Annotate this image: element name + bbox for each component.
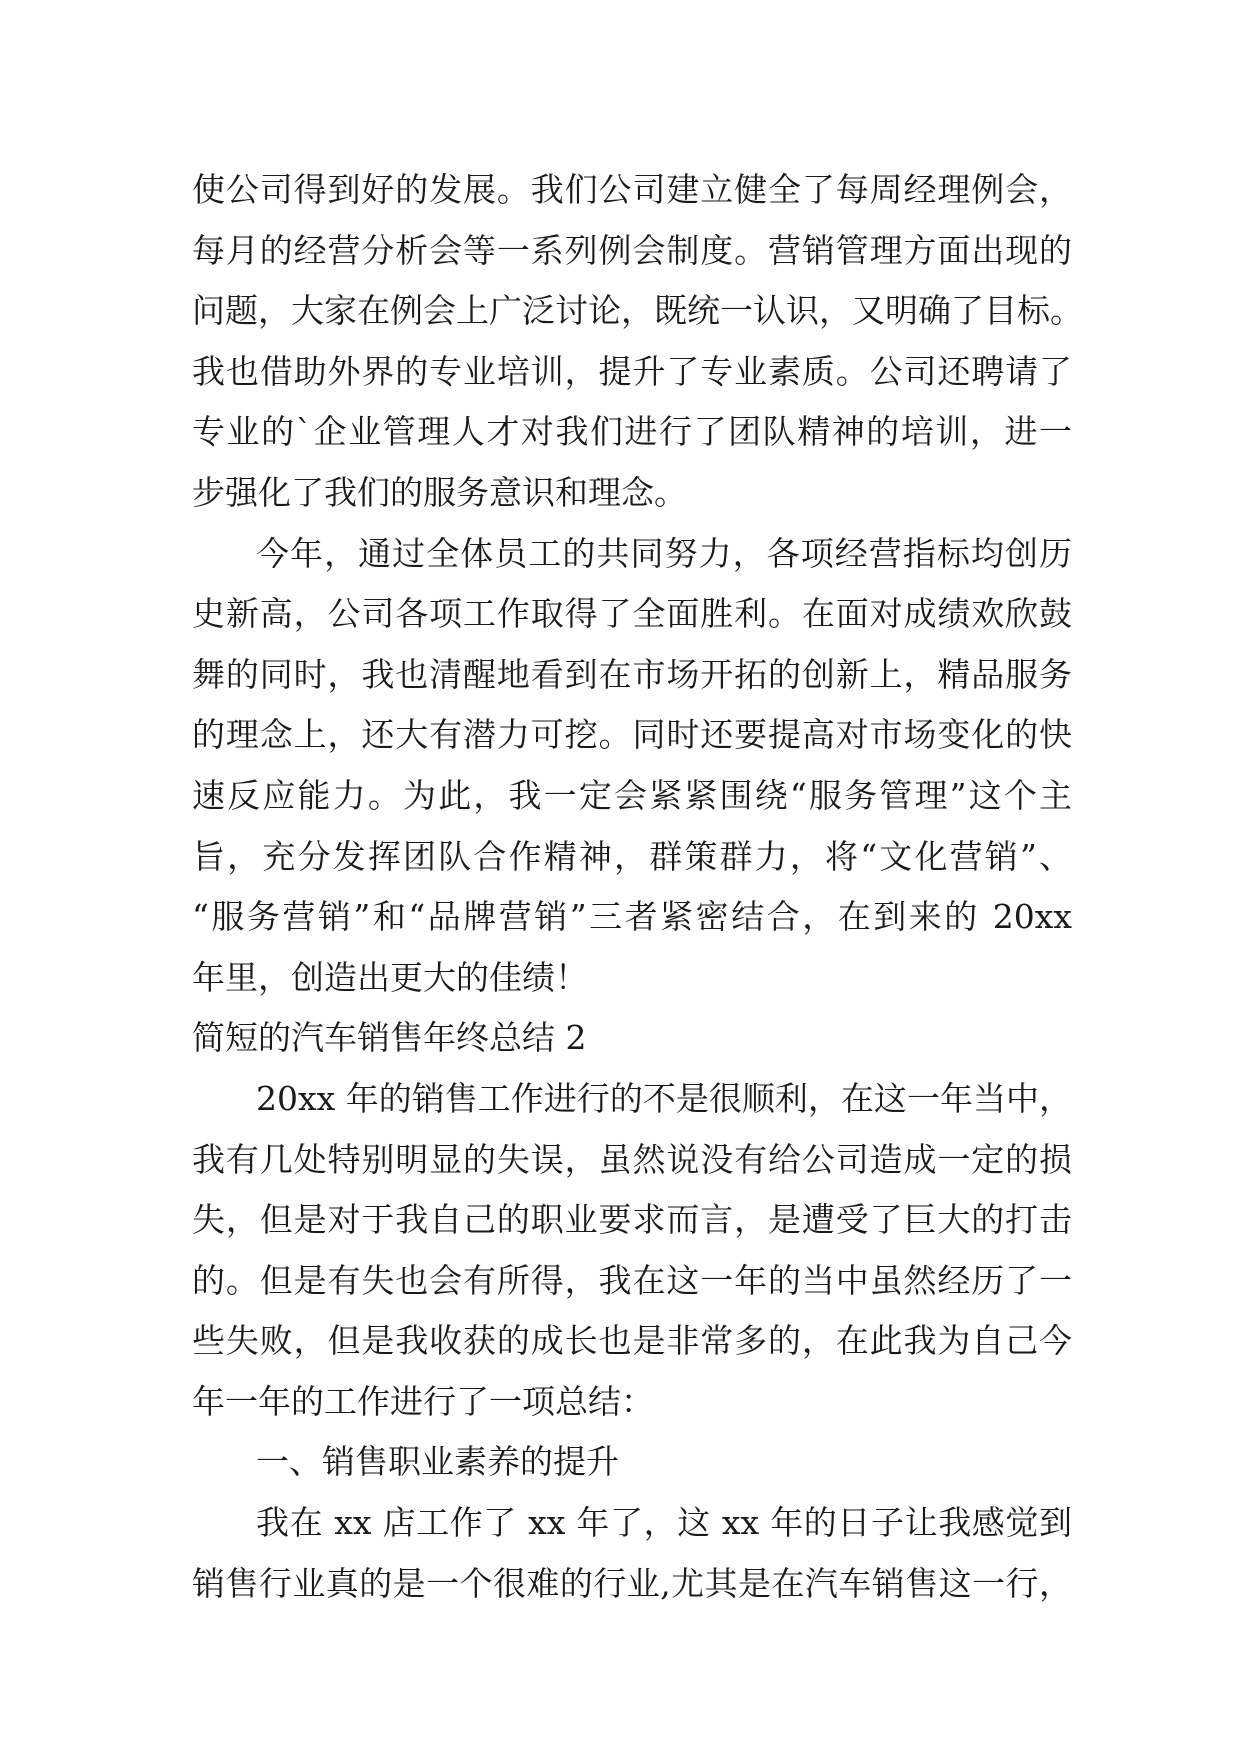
text-line: 专业的`企业管理人才对我们进行了团队精神的培训，进一	[192, 412, 1072, 452]
text-line: 步强化了我们的服务意识和理念。	[192, 472, 687, 512]
text-line: 的。但是有失也会有所得，我在这一年的当中虽然经历了一	[192, 1260, 1072, 1300]
text-line: 的理念上，还大有潜力可挖。同时还要提高对市场变化的快	[192, 715, 1072, 755]
text-line: 我也借助外界的专业培训，提升了专业素质。公司还聘请了	[192, 351, 1072, 391]
text-line: “服务营销”和“品牌营销”三者紧密结合，在到来的 20xx	[192, 897, 1072, 937]
text-line: 销售行业真的是一个很难的行业,尤其是在汽车销售这一行，	[192, 1563, 1072, 1603]
text-line: 速反应能力。为此，我一定会紧紧围绕“服务管理”这个主	[192, 775, 1072, 815]
document-body	[192, 160, 1083, 1614]
text-line: 我在 xx 店工作了 xx 年了，这 xx 年的日子让我感觉到	[256, 1503, 1072, 1543]
text-line: 史新高，公司各项工作取得了全面胜利。在面对成绩欢欣鼓	[192, 594, 1072, 634]
text-line: 今年，通过全体员工的共同努力，各项经营指标均创历	[256, 533, 1072, 573]
text-line: 旨，充分发挥团队合作精神，群策群力，将“文化营销”、	[192, 836, 1072, 876]
text-line: 使公司得到好的发展。我们公司建立健全了每周经理例会，	[192, 170, 1072, 209]
text-line: 20xx 年的销售工作进行的不是很顺利，在这一年当中，	[256, 1078, 1072, 1118]
text-line: 舞的同时，我也清醒地看到在市场开拓的创新上，精品服务	[192, 654, 1072, 694]
text-line: 年里，创造出更大的佳绩！	[192, 957, 588, 997]
text-line: 问题，大家在例会上广泛讨论，既统一认识，又明确了目标。	[192, 291, 1083, 331]
text-line: 我有几处特别明显的失误，虽然说没有给公司造成一定的损	[192, 1139, 1072, 1179]
text-line: 年一年的工作进行了一项总结：	[192, 1381, 654, 1421]
text-line: 些失败，但是我收获的成长也是非常多的，在此我为自己今	[192, 1321, 1072, 1361]
text-line: 每月的经营分析会等一系列例会制度。营销管理方面出现的	[192, 230, 1072, 270]
text-line: 失，但是对于我自己的职业要求而言，是遭受了巨大的打击	[192, 1200, 1072, 1240]
section-heading: 简短的汽车销售年终总结 2	[192, 1018, 587, 1058]
subsection-heading: 一、销售职业素养的提升	[256, 1442, 619, 1482]
